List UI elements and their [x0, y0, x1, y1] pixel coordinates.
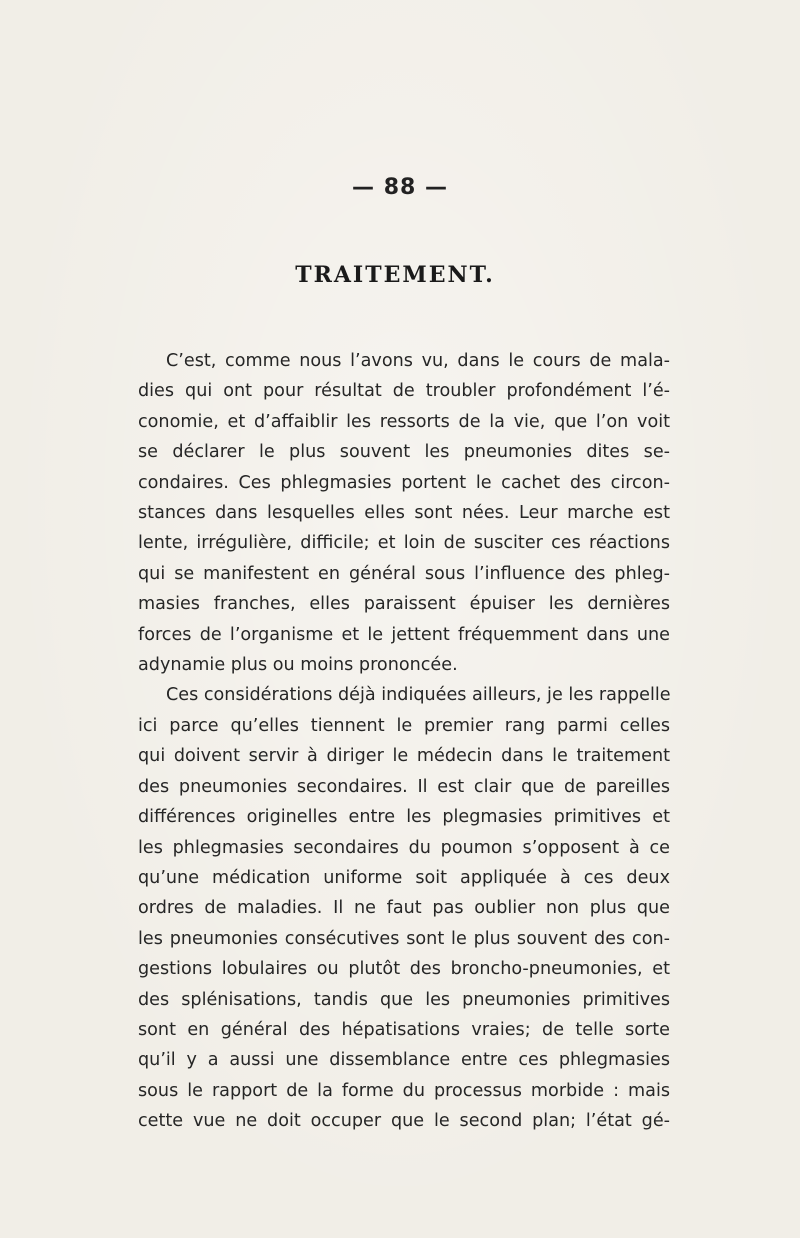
text-line: se déclarer le plus souvent les pneumonies dites se- — [138, 442, 670, 463]
text-line: dies qui ont pour résultat de troubler profondément l’é- — [138, 381, 670, 402]
text-line: sont en général des hépatisations vraies; de telle sorte — [138, 1019, 670, 1040]
text-line: qu’il y a aussi une dissemblance entre ces phlegmasies — [138, 1050, 670, 1071]
text-line: qui se manifestent en général sous l’influence des phleg- — [138, 563, 670, 584]
text-line: cette vue ne doit occuper que le second plan; l’état gé- — [138, 1111, 670, 1132]
text-line: conomie, et d’affaiblir les ressorts de la vie, que l’on voit — [138, 411, 670, 432]
paragraph-1 — [138, 346, 670, 680]
text-line: Ces considérations déjà indiquées ailleurs, je les rappelle — [166, 685, 671, 706]
text-line: stances dans lesquelles elles sont nées. Leur marche est — [138, 503, 670, 524]
body-text — [138, 346, 670, 1137]
page-number: — 88 — — [352, 175, 448, 200]
text-line: condaires. Ces phlegmasies portent le cachet des circon- — [138, 472, 670, 493]
text-line: différences originelles entre les plegmasies primitives et — [138, 807, 670, 828]
paragraph-2 — [138, 680, 670, 1136]
text-line: sous le rapport de la forme du processus morbide : mais — [138, 1080, 670, 1101]
text-line: des pneumonies secondaires. Il est clair que de pareilles — [138, 776, 670, 797]
text-line: des splénisations, tandis que les pneumonies primitives — [138, 989, 670, 1010]
text-line: adynamie plus ou moins prononcée. — [138, 655, 458, 676]
text-line: qui doivent servir à diriger le médecin dans le traitement — [138, 746, 670, 767]
text-line: forces de l’organisme et le jettent fréquemment dans une — [138, 624, 670, 645]
text-line: les pneumonies consécutives sont le plus souvent des con- — [138, 928, 670, 949]
text-line: qu’une médication uniforme soit appliquée à ces deux — [138, 867, 670, 888]
text-line: ordres de maladies. Il ne faut pas oublier non plus que — [138, 898, 670, 919]
text-line: ici parce qu’elles tiennent le premier rang parmi celles — [138, 715, 670, 736]
text-line: lente, irrégulière, difficile; et loin de susciter ces réactions — [138, 533, 670, 554]
text-line: masies franches, elles paraissent épuiser les dernières — [138, 594, 670, 615]
text-line: C’est, comme nous l’avons vu, dans le cours de mala- — [166, 351, 670, 371]
section-title: TRAITEMENT. — [295, 262, 495, 288]
text-line: les phlegmasies secondaires du poumon s’opposent à ce — [138, 837, 670, 858]
text-line: gestions lobulaires ou plutôt des broncho-pneumonies, et — [138, 959, 670, 980]
